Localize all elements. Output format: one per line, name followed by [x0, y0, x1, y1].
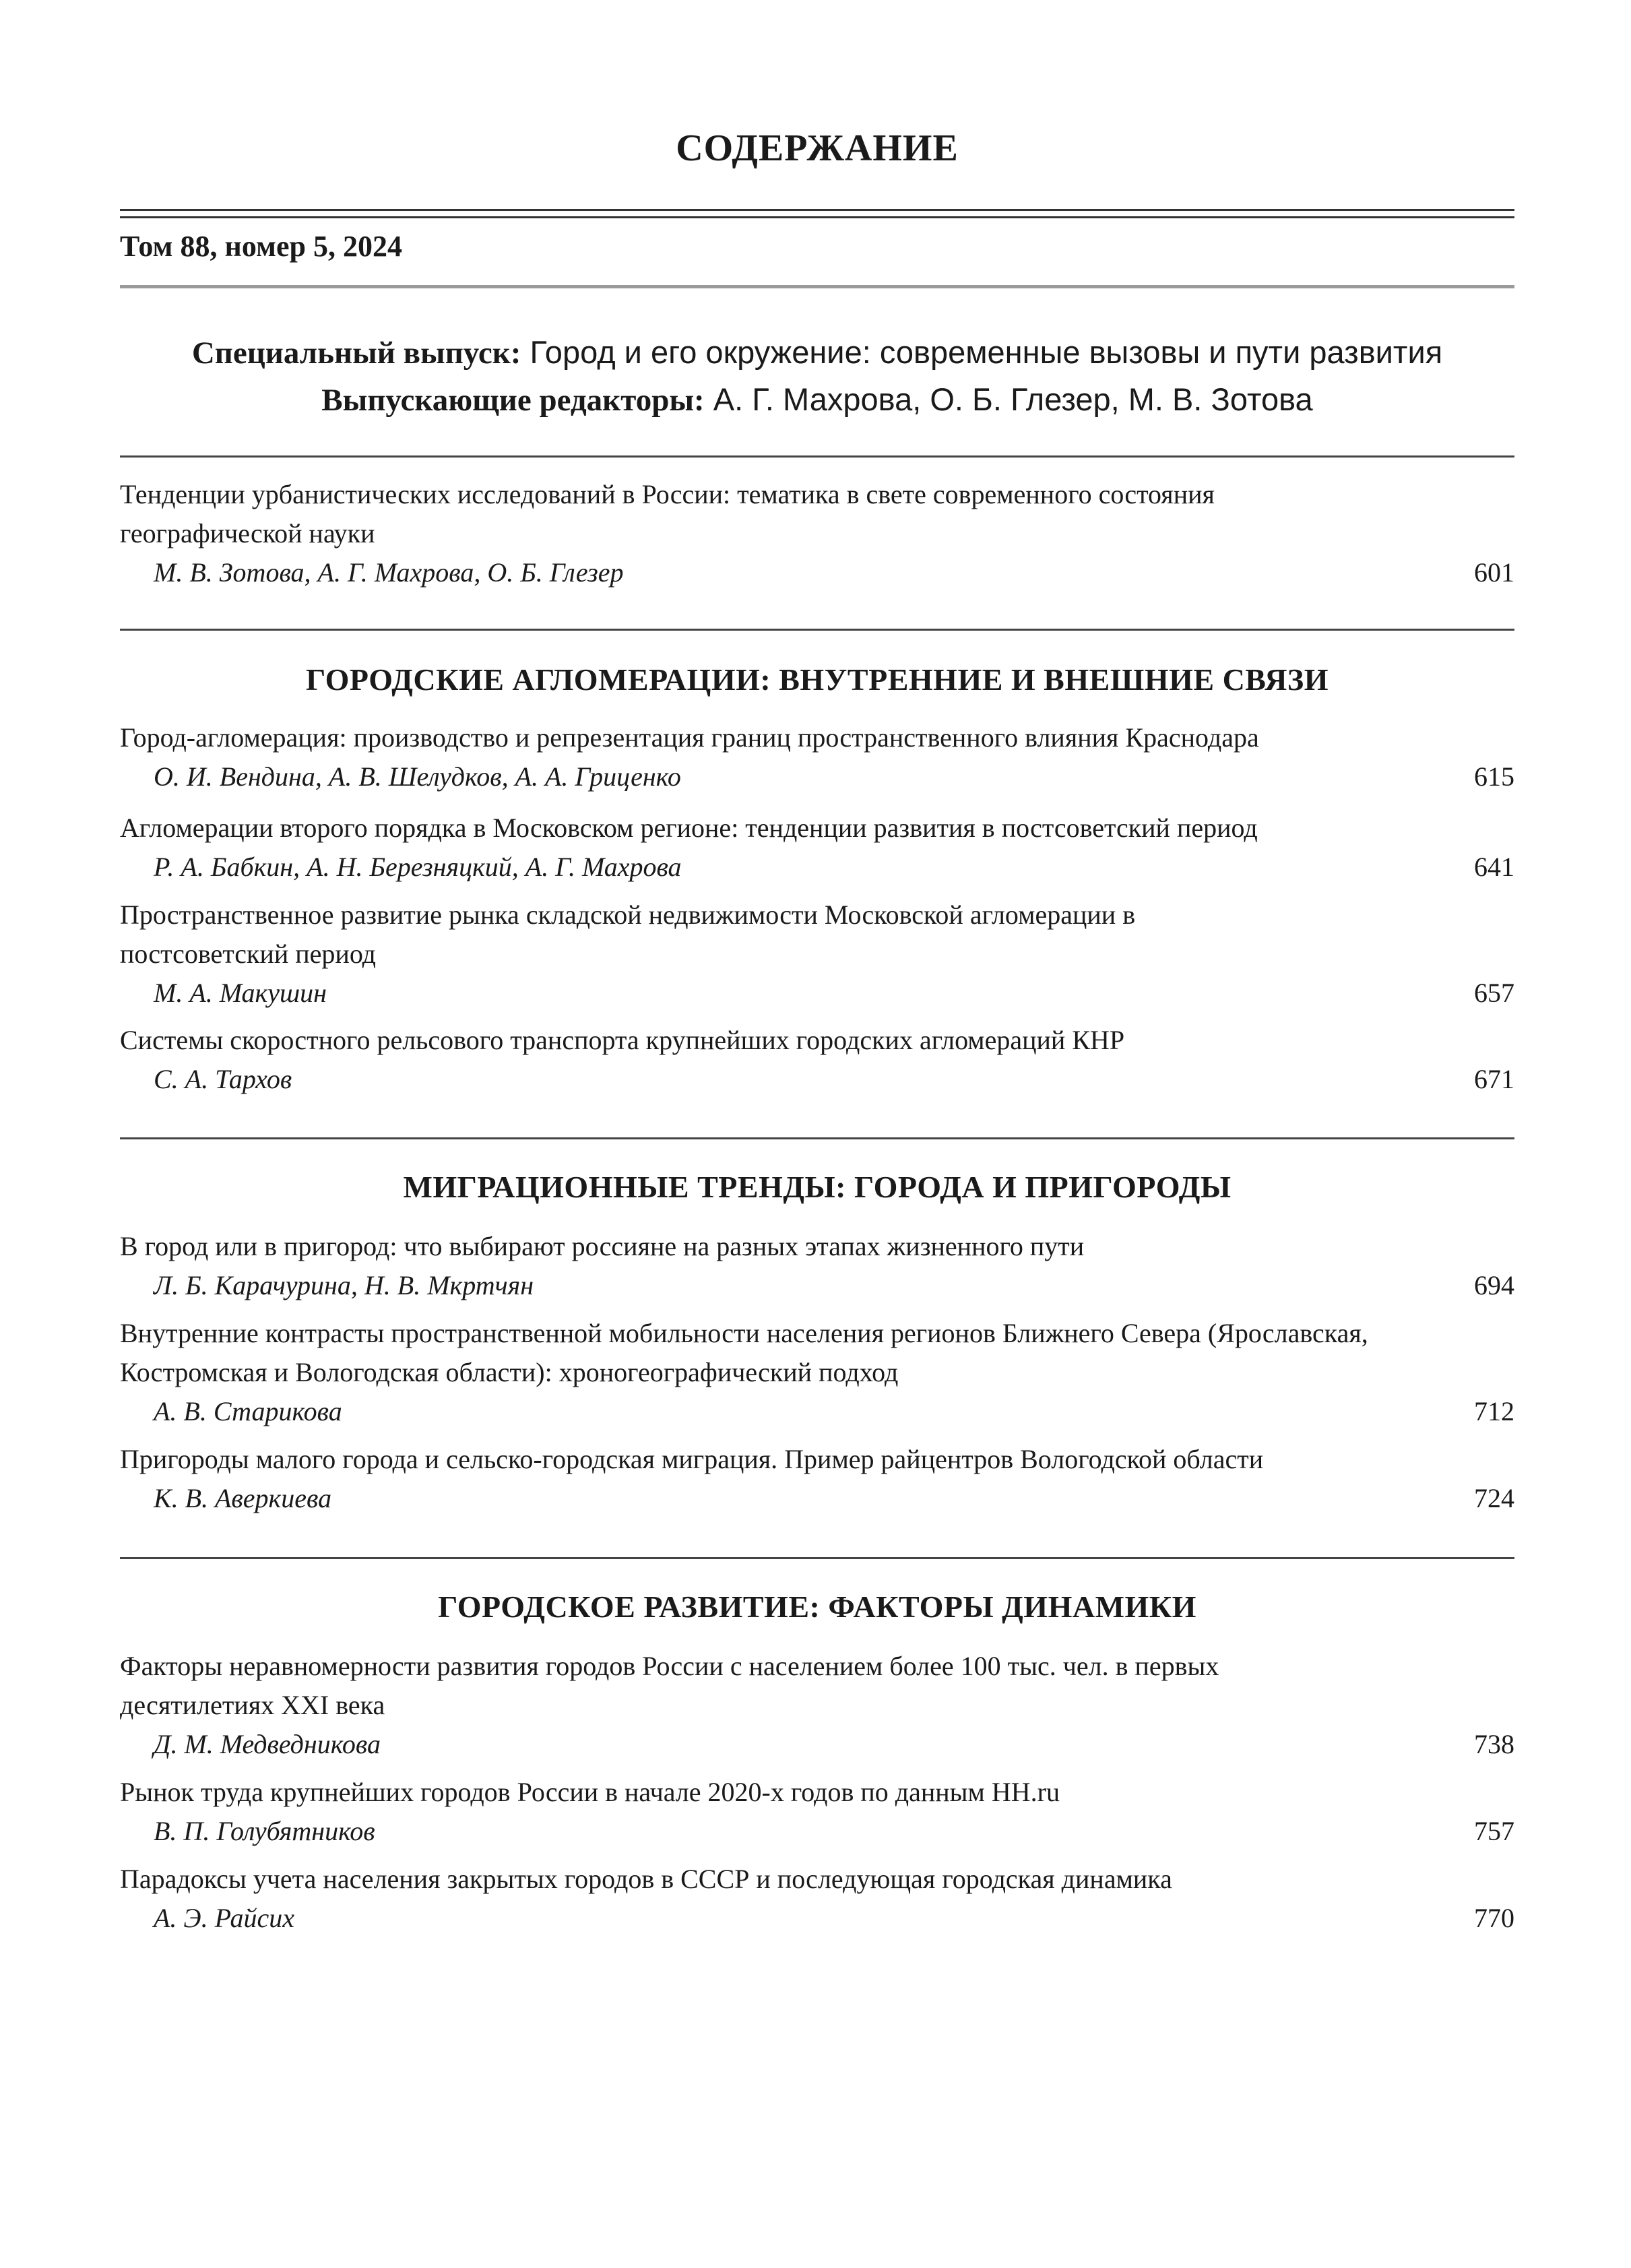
article-title[interactable]: В город или в пригород: что выбирают россияне на разных этапах жизненного пути [120, 1231, 1085, 1261]
section-title: ГОРОДСКИЕ АГЛОМЕРАЦИИ: ВНУТРЕННИЕ И ВНЕШНИЕ СВЯЗИ [306, 662, 1329, 697]
volume-info: Том 88, номер 5, 2024 [120, 230, 402, 263]
page-number: 601 [1474, 557, 1514, 588]
page-number: 770 [1474, 1903, 1514, 1933]
page-number: 738 [1474, 1729, 1514, 1759]
special-issue-line [120, 334, 1514, 371]
special-issue-label: Специальный выпуск: [191, 336, 521, 371]
article-authors: Л. Б. Карачурина, Н. В. Мкртчян [154, 1270, 534, 1300]
toc-entry[interactable] [120, 1021, 1514, 1099]
toc-entry[interactable] [120, 1773, 1514, 1851]
article-authors: В. П. Голубятников [154, 1816, 375, 1846]
page-number: 712 [1474, 1396, 1514, 1426]
section-title: ГОРОДСКОЕ РАЗВИТИЕ: ФАКТОРЫ ДИНАМИКИ [438, 1589, 1196, 1624]
article-title[interactable]: Факторы неравномерности развития городов России с населением более 100 тыс. чел. в первых десятилетиях XXI века [120, 1651, 1219, 1720]
page-number: 641 [1474, 852, 1514, 882]
article-authors: О. И. Вендина, А. В. Шелудков, А. А. Гриценко [154, 761, 681, 792]
article-authors: С. А. Тархов [154, 1064, 292, 1094]
toc-entry[interactable] [120, 1314, 1514, 1431]
special-issue-text: Город и его окружение: современные вызовы и пути развития [530, 334, 1443, 370]
toc-entry[interactable] [120, 1647, 1514, 1764]
article-title[interactable]: Рынок труда крупнейших городов России в начале 2020-х годов по данным HH.ru [120, 1777, 1060, 1807]
contents-page [120, 0, 1514, 2268]
toc-entry[interactable] [120, 809, 1514, 887]
article-title[interactable]: Пространственное развитие рынка складской недвижимости Московской агломерации в постсоветский период [120, 900, 1136, 969]
article-authors: М. А. Макушин [154, 978, 327, 1008]
section-title: МИГРАЦИОННЫЕ ТРЕНДЫ: ГОРОДА И ПРИГОРОДЫ [403, 1170, 1232, 1204]
toc-entry[interactable] [120, 895, 1514, 1013]
article-title[interactable]: Пригороды малого города и сельско-городская миграция. Пример райцентров Вологодской области [120, 1444, 1264, 1474]
divider [120, 1137, 1514, 1139]
editors-line [120, 381, 1514, 418]
page-number: 615 [1474, 761, 1514, 792]
page-number: 694 [1474, 1270, 1514, 1300]
article-title[interactable]: Тенденции урбанистических исследований в России: тематика в свете современного состояния географической науки [120, 479, 1215, 548]
page-number: 757 [1474, 1816, 1514, 1846]
article-authors: А. Э. Райсих [154, 1903, 295, 1933]
article-authors: М. В. Зотова, А. Г. Махрова, О. Б. Глезер [154, 557, 624, 588]
page-title: СОДЕРЖАНИЕ [676, 127, 959, 169]
article-title[interactable]: Парадоксы учета населения закрытых городов в СССР и последующая городская динамика [120, 1864, 1172, 1894]
page-number: 671 [1474, 1064, 1514, 1094]
article-title[interactable]: Внутренние контрасты пространственной мобильности населения регионов Ближнего Севера (Ярославская, Костромская и Вологодская области): хроногеографический подход [120, 1318, 1368, 1387]
article-authors: Р. А. Бабкин, А. Н. Березняцкий, А. Г. Махрова [154, 852, 682, 882]
toc-entry-intro[interactable] [120, 475, 1514, 592]
divider [120, 629, 1514, 631]
toc-entry[interactable] [120, 1227, 1514, 1305]
article-authors: К. В. Аверкиева [154, 1483, 332, 1513]
editors-label: Выпускающие редакторы: [321, 383, 705, 418]
article-authors: А. В. Старикова [154, 1396, 342, 1426]
divider [120, 1557, 1514, 1559]
page-number: 657 [1474, 978, 1514, 1008]
page-number: 724 [1474, 1483, 1514, 1513]
editors-names: А. Г. Махрова, О. Б. Глезер, М. В. Зотова [713, 381, 1313, 417]
double-rule [120, 209, 1514, 218]
article-title[interactable]: Системы скоростного рельсового транспорта крупнейших городских агломераций КНР [120, 1025, 1125, 1055]
toc-entry[interactable] [120, 718, 1514, 796]
toc-entry[interactable] [120, 1860, 1514, 1938]
divider [120, 455, 1514, 458]
divider [120, 285, 1514, 288]
article-authors: Д. М. Медведникова [154, 1729, 381, 1759]
toc-entry[interactable] [120, 1440, 1514, 1518]
article-title[interactable]: Город-агломерация: производство и репрезентация границ пространственного влияния Краснодара [120, 722, 1259, 753]
article-title[interactable]: Агломерации второго порядка в Московском регионе: тенденции развития в постсоветский период [120, 813, 1258, 843]
